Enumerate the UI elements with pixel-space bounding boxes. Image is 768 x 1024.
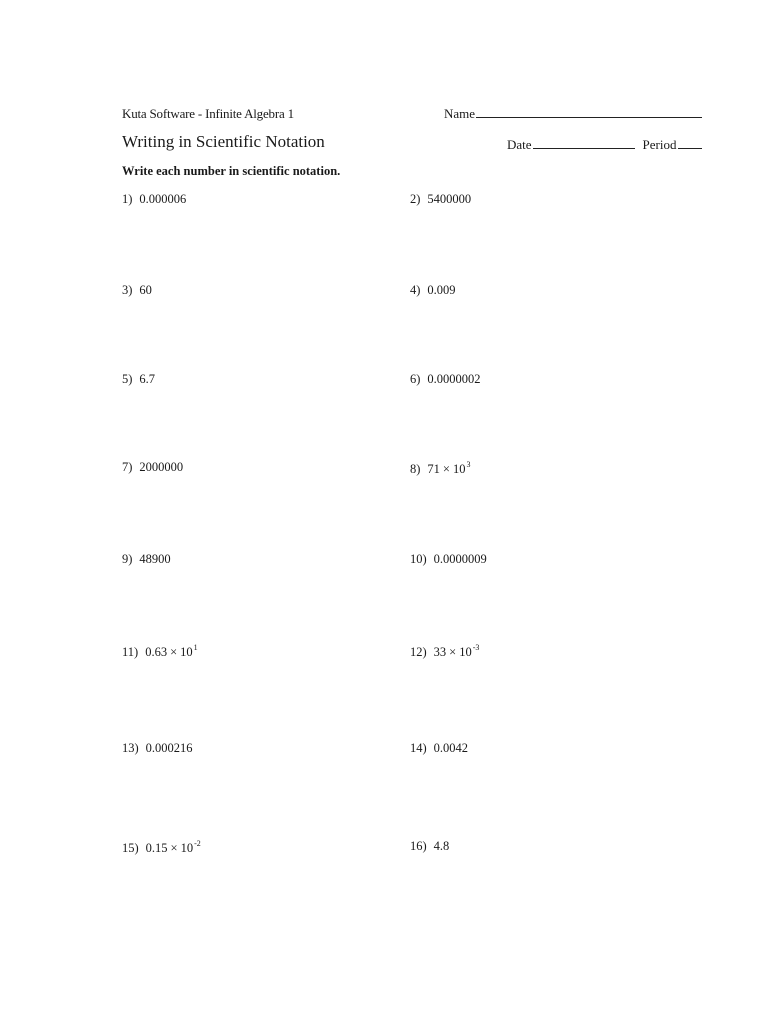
problem-item — [410, 462, 470, 477]
problem-item — [410, 741, 468, 756]
power-base: 10 — [459, 645, 472, 659]
problem-number: 1) — [122, 192, 133, 206]
problem-number: 3) — [122, 283, 133, 297]
date-label: Date — [507, 137, 532, 152]
problem-value: 0.0042 — [433, 741, 469, 755]
problem-number: 16) — [410, 839, 427, 853]
problem-item — [122, 192, 186, 207]
problem-item — [410, 283, 456, 298]
problem-number: 2) — [410, 192, 421, 206]
problem-value: 0.63 — [145, 645, 168, 659]
problem-item — [410, 552, 487, 567]
problem-item — [122, 645, 198, 660]
problem-value: 2000000 — [139, 460, 184, 474]
problem-number: 12) — [410, 645, 427, 659]
period-label: Period — [642, 137, 677, 152]
power-base: 10 — [180, 645, 193, 659]
worksheet-title: Writing in Scientific Notation — [122, 132, 325, 151]
problem-number: 11) — [122, 645, 139, 659]
problem-value: 5400000 — [427, 192, 472, 206]
problem-number: 13) — [122, 741, 139, 755]
problem-number: 10) — [410, 552, 427, 566]
publisher-label: Kuta Software - Infinite Algebra 1 — [122, 106, 294, 121]
name-field — [444, 106, 702, 122]
problem-item — [410, 192, 471, 207]
problem-number: 6) — [410, 372, 421, 386]
problem-value: 0.15 — [145, 841, 168, 855]
problem-value: 0.009 — [427, 283, 456, 297]
times-sign: × — [170, 645, 178, 659]
date-period-field — [507, 137, 702, 153]
problem-item — [122, 460, 183, 475]
times-sign: × — [449, 645, 457, 659]
period-line — [678, 137, 702, 149]
problem-value: 60 — [139, 283, 152, 297]
instructions-text: Write each number in scientific notation. — [122, 164, 341, 178]
problem-item — [410, 372, 481, 387]
power-exponent: -3 — [472, 643, 480, 652]
problem-number: 15) — [122, 841, 139, 855]
problem-value: 0.000006 — [139, 192, 187, 206]
problem-value: 33 — [433, 645, 447, 659]
problem-number: 4) — [410, 283, 421, 297]
date-line — [533, 137, 635, 149]
power-base: 10 — [452, 462, 466, 476]
problem-number: 8) — [410, 462, 421, 476]
problem-value: 48900 — [139, 552, 171, 566]
problem-value: 6.7 — [139, 372, 156, 386]
power-base: 10 — [180, 841, 194, 855]
problem-item — [122, 841, 201, 856]
problem-number: 14) — [410, 741, 427, 755]
problem-number: 5) — [122, 372, 133, 386]
problem-value: 0.000216 — [145, 741, 193, 755]
name-line — [476, 106, 702, 118]
problem-item — [122, 372, 155, 387]
problem-item — [410, 839, 449, 854]
problem-value: 0.0000002 — [427, 372, 481, 386]
times-sign: × — [170, 841, 178, 855]
times-sign: × — [442, 462, 450, 476]
problem-item — [410, 645, 479, 660]
problem-item — [122, 552, 171, 567]
problem-number: 7) — [122, 460, 133, 474]
problem-value: 0.0000009 — [433, 552, 487, 566]
problem-item — [122, 283, 152, 298]
problem-value: 4.8 — [433, 839, 450, 853]
power-exponent: 1 — [193, 643, 198, 652]
power-exponent: -2 — [194, 839, 201, 848]
problem-item — [122, 741, 193, 756]
problem-number: 9) — [122, 552, 133, 566]
power-exponent: 3 — [466, 460, 471, 469]
problem-value: 71 — [427, 462, 440, 476]
name-label: Name — [444, 106, 476, 121]
